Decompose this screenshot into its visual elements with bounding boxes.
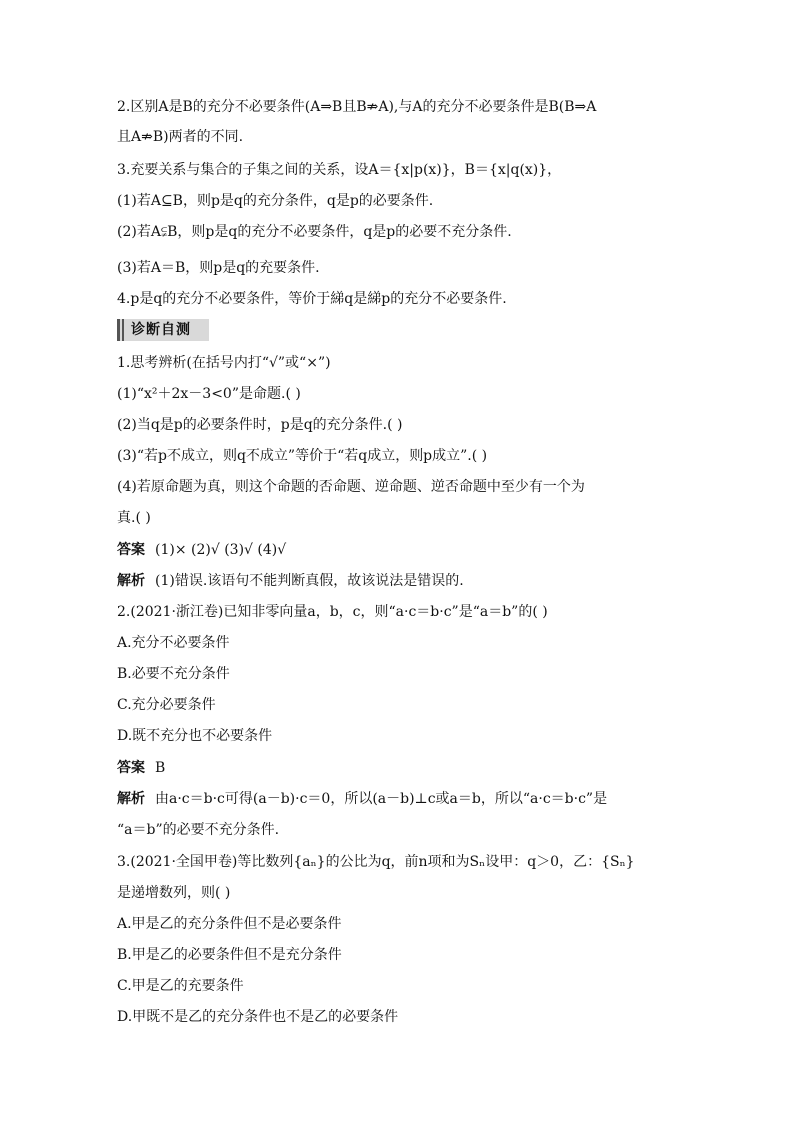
analysis-line (117, 790, 607, 808)
question-item: (4)若原命题为真，则这个命题的否命题、逆命题、逆否命题中至少有一个为 (117, 479, 585, 495)
question-item: (3)“若p不成立，则q不成立”等价于“若q成立，则p成立”.( ) (117, 448, 488, 464)
section-heading (117, 319, 209, 341)
text-line: 4.p是q的充分不必要条件，等价于綈q是綈p的充分不必要条件. (117, 291, 507, 307)
option-a: A.甲是乙的充分条件但不是必要条件 (117, 916, 342, 932)
heading-marker (122, 319, 124, 341)
answer-line (117, 541, 286, 559)
analysis-label: 解析 (117, 791, 145, 807)
question-stem: 3.(2021·全国甲卷)等比数列{aₙ}的公比为q，前n项和为Sₙ设甲：q＞0，乙：{Sₙ} (117, 854, 635, 870)
question-item: 真.( ) (117, 510, 151, 526)
analysis-text: 由a·c＝b·c可得(a－b)·c＝0，所以(a－b)⊥c或a＝b，所以“a·c＝b·c”是 (155, 791, 608, 807)
question-stem: 2.(2021·浙江卷)已知非零向量a，b，c，则“a·c＝b·c”是“a＝b”的( ) (117, 604, 548, 620)
answer-label: 答案 (117, 542, 145, 558)
answer-text: (1)× (2)√ (3)√ (4)√ (155, 542, 287, 558)
answer-label: 答案 (117, 760, 145, 776)
text-line: (2)若A⫋B，则p是q的充分不必要条件，q是p的必要不充分条件. (117, 224, 512, 240)
analysis-label: 解析 (117, 573, 145, 589)
question-item: (2)当q是p的必要条件时，p是q的充分条件.( ) (117, 417, 403, 433)
option-a: A.充分不必要条件 (117, 635, 230, 651)
answer-text: B (155, 760, 166, 776)
option-c: C.充分必要条件 (117, 697, 216, 713)
analysis-line (117, 572, 464, 590)
question-stem: 1.思考辨析(在括号内打“√”或“×”) (117, 355, 331, 371)
option-c: C.甲是乙的充要条件 (117, 978, 244, 994)
text-line: 3.充要关系与集合的子集之间的关系，设A＝{x|p(x)}，B＝{x|q(x)}， (117, 162, 562, 178)
text-line: 2.区别A是B的充分不必要条件(A⇒B且B⇏A),与A的充分不必要条件是B(B⇒A (117, 99, 597, 115)
option-d: D.既不充分也不必要条件 (117, 728, 273, 744)
question-stem: 是递增数列，则( ) (117, 885, 231, 901)
text-line: (3)若A＝B，则p是q的充要条件. (117, 260, 320, 276)
option-b: B.必要不充分条件 (117, 666, 230, 682)
heading-marker (117, 319, 120, 341)
question-item: (1)“x²＋2x－3<0”是命题.( ) (117, 386, 301, 402)
analysis-line: “a＝b”的必要不充分条件. (117, 822, 280, 838)
option-d: D.甲既不是乙的充分条件也不是乙的必要条件 (117, 1009, 399, 1025)
answer-line (117, 759, 165, 777)
text-line: (1)若A⊆B，则p是q的充分条件，q是p的必要条件. (117, 193, 434, 209)
option-b: B.甲是乙的必要条件但不是充分条件 (117, 947, 342, 963)
text-line: 且A⇏B)两者的不同. (117, 129, 244, 145)
section-title: 诊断自测 (131, 322, 191, 338)
analysis-text: (1)错误.该语句不能判断真假，故该说法是错误的. (155, 573, 464, 589)
